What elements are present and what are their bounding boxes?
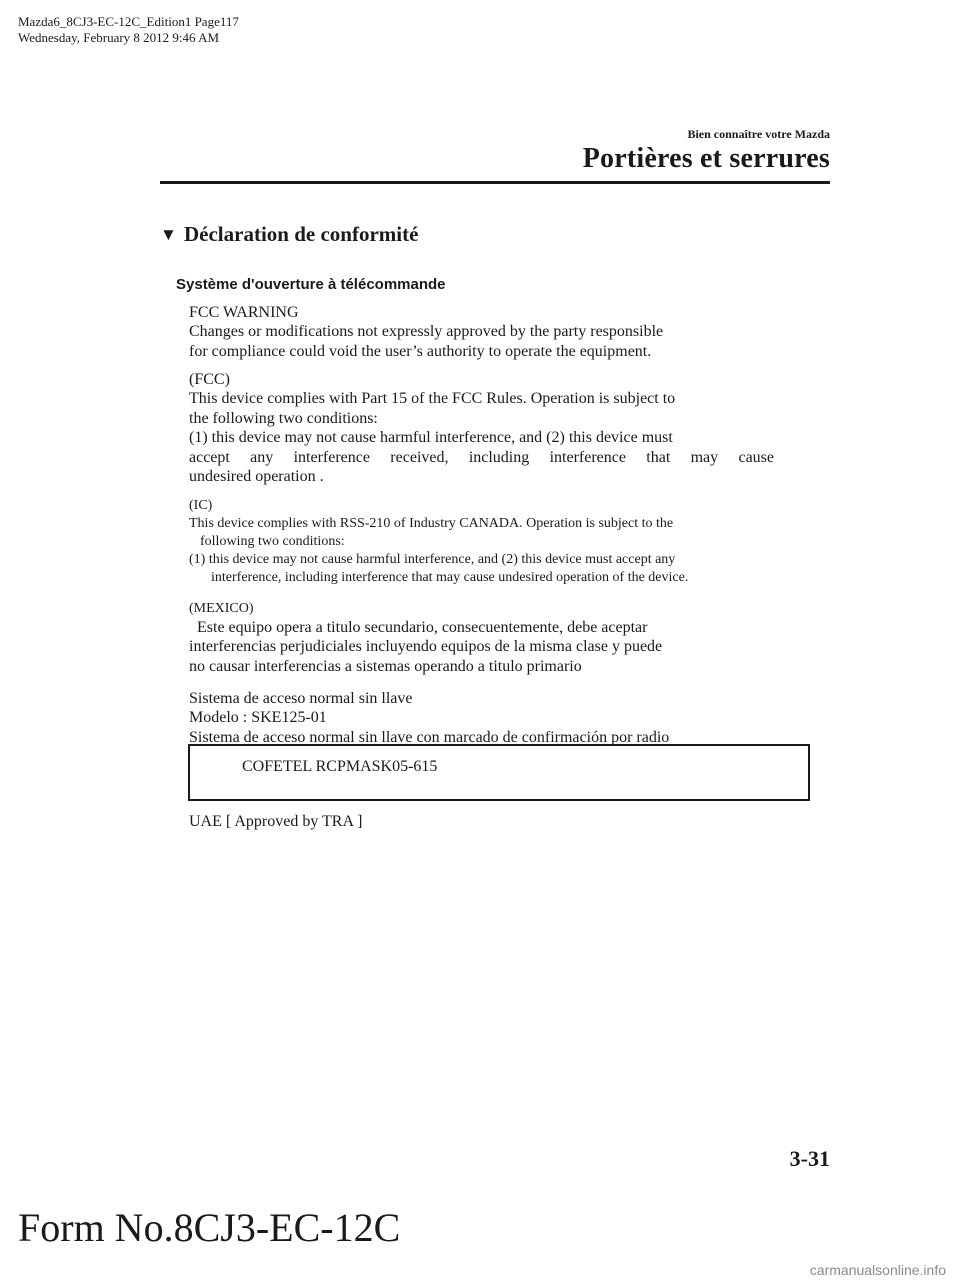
uae-block — [189, 812, 774, 831]
fcc-line: This device complies with Part 15 of the FCC Rules. Operation is subject to — [189, 390, 676, 408]
mexico-label: (MEXICO) — [189, 601, 254, 616]
fcc-warning-line: for compliance could void the user’s authority to operate the equipment. — [189, 342, 652, 360]
fcc-warning-block — [189, 303, 774, 361]
cofetel-box — [188, 744, 810, 801]
header-chapter-title: Portières et serrures — [582, 143, 830, 174]
fcc-line: the following two conditions: — [189, 409, 378, 427]
fcc-block — [189, 370, 774, 486]
mexico-block — [189, 600, 774, 676]
sistema-block — [189, 689, 774, 747]
header-section-name: Bien connaître votre Mazda — [687, 127, 830, 141]
header-rule — [160, 181, 830, 184]
pdf-meta-line-2: Wednesday, February 8 2012 9:46 AM — [18, 30, 220, 45]
sistema-line: Sistema de acceso normal sin llave — [189, 690, 413, 707]
sistema-line: Sistema de acceso normal sin llave con marcado de confirmación por radio — [189, 728, 670, 746]
pdf-print-metadata — [18, 14, 239, 46]
subheading: Système d'ouverture à télécommande — [176, 276, 446, 293]
fcc-warning-line: Changes or modifications not expressly approved by the party responsible — [189, 323, 664, 341]
ic-line: following two conditions: — [200, 534, 345, 549]
mexico-line: no causar interferencias a sistemas operando a titulo primario — [189, 657, 582, 675]
fcc-line: undesired operation . — [189, 468, 324, 486]
watermark: carmanualsonline.info — [809, 1262, 946, 1278]
pdf-meta-line-1: Mazda6_8CJ3-EC-12C_Edition1 Page117 — [18, 14, 239, 29]
page-number: 3-31 — [789, 1146, 830, 1171]
section-title-text: Déclaration de conformité — [184, 222, 419, 246]
ic-label: (IC) — [189, 498, 213, 513]
section-title — [160, 222, 418, 247]
sistema-model: Modelo : SKE125-01 — [189, 709, 327, 727]
ic-line: (1) this device may not cause harmful interference, and (2) this device must accept any — [189, 552, 676, 567]
triangle-down-icon: ▼ — [160, 224, 177, 244]
page-header — [583, 126, 830, 174]
ic-block — [189, 497, 789, 587]
ic-line: This device complies with RSS-210 of Industry CANADA. Operation is subject to the — [189, 516, 674, 531]
form-number: Form No.8CJ3-EC-12C — [18, 1205, 401, 1250]
ic-line: interference, including interference that may cause undesired operation of the device. — [211, 570, 689, 585]
fcc-line: (1) this device may not cause harmful interference, and (2) this device must — [189, 429, 673, 447]
mexico-line: interferencias perjudiciales incluyendo equipos de la misma clase y puede — [189, 638, 663, 656]
cofetel-text: COFETEL RCPMASK05-615 — [242, 758, 438, 775]
fcc-warning-title: FCC WARNING — [189, 304, 299, 321]
fcc-label: (FCC) — [189, 371, 230, 388]
uae-text: UAE [ Approved by TRA ] — [189, 813, 363, 830]
fcc-line: accept any interference received, including interference that may cause — [189, 448, 774, 466]
mexico-line: Este equipo opera a titulo secundario, consecuentemente, debe aceptar — [197, 619, 648, 636]
